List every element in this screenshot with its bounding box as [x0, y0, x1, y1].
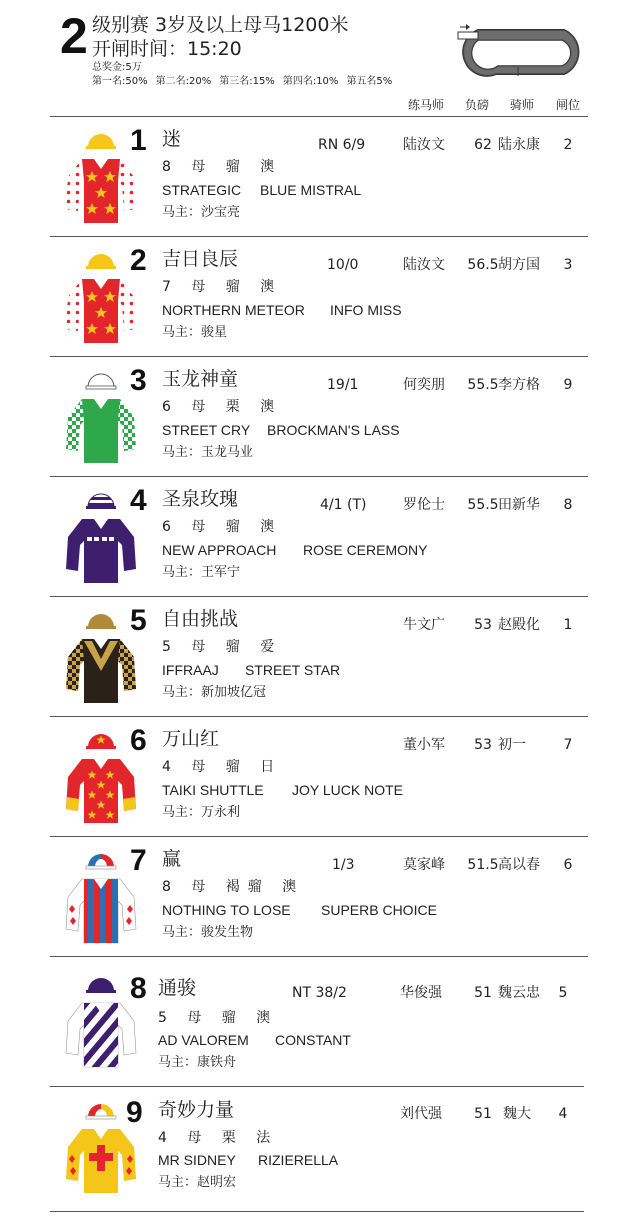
odds: 10/0: [327, 257, 359, 273]
horse-number: 8: [130, 972, 147, 1005]
jockey: 赵殿化: [498, 617, 540, 633]
owner: 马主：骏发生物: [162, 925, 254, 940]
column-draw: 闸位: [556, 98, 581, 112]
horse-number: 4: [130, 484, 147, 517]
weight: 51: [474, 1106, 492, 1122]
odds: 1/3: [332, 857, 355, 873]
trainer: 董小军: [403, 737, 445, 753]
entry-5: [50, 596, 588, 716]
owner: 马主：康铁舟: [158, 1055, 237, 1070]
jockey-silks-purple-lettered-icon: [64, 485, 138, 589]
trainer: 华俊强: [400, 985, 442, 1001]
race-title: 级别赛 3岁及以上母马1200米: [92, 14, 349, 36]
horse-number: 5: [130, 604, 147, 637]
race-number: 2: [60, 8, 88, 64]
race-prize: 总奖金:5万: [92, 62, 142, 73]
jockey: 魏云忠: [498, 985, 540, 1001]
dam: CONSTANT: [275, 1032, 351, 1048]
prize-split-3: 第三名:15%: [219, 76, 275, 87]
jockey: 胡方国: [498, 257, 540, 273]
draw: 5: [558, 985, 568, 1001]
trainer: 何奕朋: [403, 377, 445, 393]
horse-name: 万山红: [162, 728, 220, 750]
weight: 62: [474, 137, 492, 153]
column-weight: 负磅: [465, 98, 490, 112]
dam: RIZIERELLA: [258, 1152, 339, 1168]
odds: 19/1: [327, 377, 359, 393]
sire: NOTHING TO LOSE: [162, 902, 291, 918]
entry-6: [50, 716, 588, 836]
dam: SUPERB CHOICE: [321, 902, 437, 918]
jockey-silks-black-gold-chevron-icon: [64, 605, 138, 709]
prize-split-5: 第五名5%: [346, 76, 393, 87]
horse-number: 2: [130, 244, 147, 277]
trainer: 陆汝文: [403, 137, 445, 153]
jockey: 高以春: [498, 857, 540, 873]
horse-name: 迷: [162, 128, 182, 150]
trainer: 刘代强: [400, 1106, 442, 1122]
horse-number: 6: [130, 724, 147, 757]
weight: 51.5: [467, 857, 499, 873]
jockey-silks-green-check-sleeves-icon: [64, 365, 138, 469]
trainer: 陆汝文: [403, 257, 445, 273]
entry-1: [50, 116, 588, 236]
weight: 56.5: [467, 257, 499, 273]
dam: INFO MISS: [330, 302, 402, 318]
jockey: 李方格: [498, 377, 540, 393]
track-map-icon: [456, 12, 592, 78]
draw: 2: [563, 137, 573, 153]
owner: 马主：新加坡亿冠: [162, 685, 267, 700]
draw: 3: [563, 257, 573, 273]
dam: JOY LUCK NOTE: [292, 782, 403, 798]
sire: NORTHERN METEOR: [162, 302, 305, 318]
horse-number: 3: [130, 364, 147, 397]
horse-number: 9: [126, 1096, 143, 1129]
horse-info: 6 母 骝 澳: [162, 519, 283, 535]
horse-number: 7: [130, 844, 147, 877]
jockey: 魏大: [503, 1106, 531, 1122]
owner: 马主：王军宁: [162, 565, 241, 580]
prize-split-2: 第二名:20%: [155, 76, 212, 87]
horse-name: 圣泉玫瑰: [162, 488, 239, 510]
jockey-silks-red-yellow-stars-icon: [64, 245, 138, 349]
horse-info: 4 母 栗 法: [158, 1130, 279, 1146]
horse-info: 5 母 骝 爱: [162, 639, 283, 655]
dam: BROCKMAN'S LASS: [267, 422, 400, 438]
horse-name: 自由挑战: [162, 608, 239, 630]
weight: 55.5: [467, 497, 499, 513]
entry-4: [50, 476, 588, 596]
entry-3: [50, 356, 588, 476]
sire: MR SIDNEY: [158, 1152, 236, 1168]
column-trainer: 练马师: [408, 98, 445, 112]
race-header: [0, 0, 640, 116]
draw: 4: [558, 1106, 568, 1122]
horse-name: 玉龙神童: [162, 368, 239, 390]
owner: 马主：万永利: [162, 805, 241, 820]
owner: 马主：沙宝亮: [162, 205, 241, 220]
sire: TAIKI SHUTTLE: [162, 782, 264, 798]
horse-info: 4 母 骝 日: [162, 759, 283, 775]
sire: STREET CRY: [162, 422, 251, 438]
weight: 55.5: [467, 377, 499, 393]
jockey: 初一: [498, 737, 526, 753]
jockey-silks-red-yellow-stars-icon: [64, 125, 138, 229]
owner: 马主：骏星: [162, 325, 228, 340]
odds: NT 38/2: [292, 985, 347, 1001]
odds: RN 6/9: [318, 137, 366, 153]
entry-8: [50, 956, 588, 1086]
horse-info: 8 母 骝 澳: [162, 159, 283, 175]
owner: 马主：赵明宏: [158, 1175, 237, 1190]
draw: 6: [563, 857, 573, 873]
sire: NEW APPROACH: [162, 542, 277, 558]
entry-9: [50, 1086, 584, 1212]
weight: 53: [474, 617, 492, 633]
odds: 4/1 (T): [320, 497, 367, 513]
column-jockey: 骑师: [510, 98, 535, 112]
prize-split-1: 第一名:50%: [92, 76, 148, 87]
jockey-silks-blue-red-stripes-icon: [64, 845, 138, 949]
entry-2: [50, 236, 588, 356]
sire: IFFRAAJ: [162, 662, 219, 678]
weight: 51: [474, 985, 492, 1001]
trainer: 罗伦士: [403, 497, 445, 513]
dam: BLUE MISTRAL: [260, 182, 362, 198]
horse-info: 7 母 骝 澳: [162, 279, 283, 295]
trainer: 莫家峰: [403, 857, 445, 873]
prize-split: [92, 76, 400, 88]
jockey-silks-red-yellow-star-cuffs-icon: [64, 725, 138, 829]
horse-number: 1: [130, 124, 147, 157]
horse-info: 5 母 骝 澳: [158, 1010, 279, 1026]
dam: ROSE CEREMONY: [303, 542, 428, 558]
horse-info: 6 母 栗 澳: [162, 399, 283, 415]
horse-name: 通骏: [158, 977, 197, 999]
horse-name: 奇妙力量: [158, 1099, 235, 1121]
trainer: 牛文广: [403, 617, 445, 633]
sire: AD VALOREM: [158, 1032, 249, 1048]
draw: 7: [563, 737, 573, 753]
sire: STRATEGIC: [162, 182, 242, 198]
jockey-silks-purple-white-diagonal-icon: [64, 969, 138, 1073]
draw: 9: [563, 377, 573, 393]
race-start-time: 开闸时间：15:20: [92, 38, 242, 60]
draw: 8: [563, 497, 573, 513]
entry-7: [50, 836, 588, 956]
dam: STREET STAR: [245, 662, 341, 678]
jockey: 田新华: [498, 497, 540, 513]
horse-name: 赢: [162, 848, 182, 870]
owner: 马主：玉龙马业: [162, 445, 254, 460]
weight: 53: [474, 737, 492, 753]
prize-split-4: 第四名:10%: [282, 76, 339, 87]
draw: 1: [563, 617, 573, 633]
horse-name: 吉日良辰: [162, 248, 239, 270]
jockey: 陆永康: [498, 137, 540, 153]
horse-info: 8 母 褐骝 澳: [162, 879, 305, 895]
